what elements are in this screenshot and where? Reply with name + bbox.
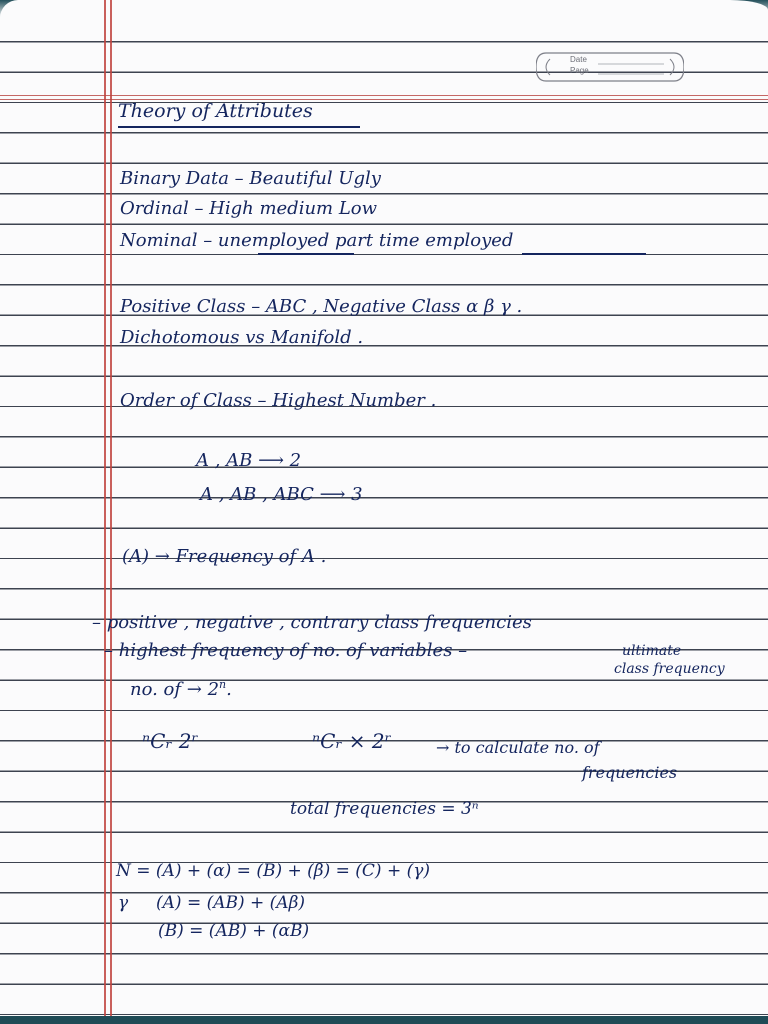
no-of-text: no. of → 2 [130,679,220,700]
order-of-class-line: Order of Class – Highest Number . [120,390,437,411]
order-example-two: A , AB ⟶ 2 [196,450,302,471]
header-rule-bottom [0,99,768,100]
frequency-of-a-line: (A) → Frequency of A . [122,546,327,567]
header-rule-top [0,95,768,96]
ultimate-word: ultimate [622,643,682,659]
date-page-box [536,49,684,85]
no-of-line: no. of → $2^n$. [130,678,232,700]
positive-class-line: Positive Class – ABC , Negative Class α β γ . [120,296,523,317]
class-frequencies-line: – positive , negative , contrary class frequencies [92,612,532,633]
order-example-three: A , AB , ABC ⟶ 3 [200,484,363,505]
page-top-edge [0,0,768,18]
page-label: Page [570,66,589,75]
ncr-expression-b: ⁿCᵣ × 2ʳ [312,729,392,753]
exponent-n: n [219,678,227,691]
margin-line-left [104,0,106,1024]
ordinal-line: Ordinal – High medium Low [120,198,378,219]
alpha-mark: γ [118,893,129,913]
nominal-line: Nominal – unemployed part time employed [120,230,514,251]
employed-underline [522,253,646,255]
ncr-expression-a: ⁿCᵣ 2ʳ [142,729,199,753]
date-label: Date [570,55,587,64]
to-calculate-text: → to calculate no. of [436,738,600,757]
title-underline [118,126,360,128]
class-frequency-word: class frequency [614,661,725,677]
highest-frequency-line: – highest frequency of no. of variables – [104,640,468,661]
dichotomous-line: Dichotomous vs Manifold . [120,327,364,348]
equation-b: (B) = (AB) + (αB) [158,921,310,941]
binary-data-line: Binary Data – Beautiful Ugly [120,168,381,189]
page-title: Theory of Attributes [118,100,313,122]
margin-line-right [110,0,112,1024]
frequencies-word: frequencies [582,763,678,782]
unemployed-underline [258,253,354,255]
page-bottom-edge [0,1016,768,1024]
date-box-outline [536,49,684,85]
equation-n: N = (A) + (α) = (B) + (β) = (C) + (γ) [116,861,431,881]
equation-a: (A) = (AB) + (Aβ) [156,893,306,913]
total-frequencies-line: total frequencies = 3ⁿ [290,799,479,819]
